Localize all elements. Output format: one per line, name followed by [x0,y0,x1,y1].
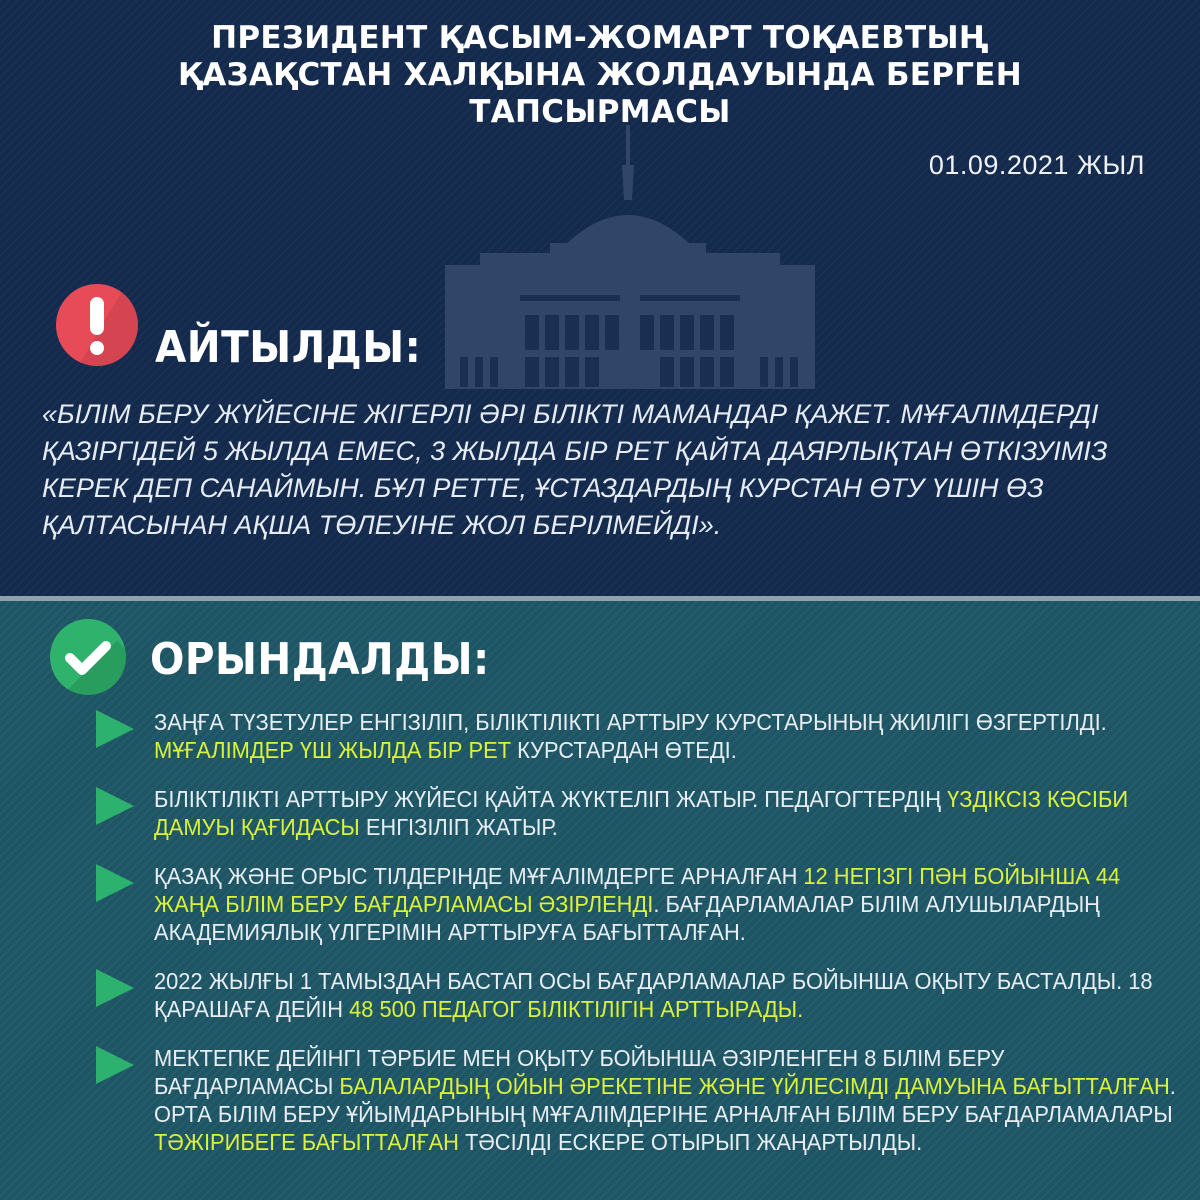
item-text [154,1044,1177,1156]
exclamation-icon [56,284,138,366]
item-segment: МЕКТЕПКЕ ДЕЙІНГІ ТӘРБИЕ МЕН ОҚЫТУ БОЙЫНША ӘЗІРЛЕНГЕН 8 БІЛІМ БЕРУ БАҒДАРЛАМАСЫ [154,1045,1005,1099]
akorda-palace-icon [440,125,820,390]
play-bullet-icon [96,787,134,825]
done-list [96,708,1176,1177]
item-highlight: МҰҒАЛІМДЕР ҮШ ЖЫЛДА БІР РЕТ [154,737,512,763]
item-segment: БІЛІКТІЛІКТІ АРТТЫРУ ЖҮЙЕСІ ҚАЙТА ЖҮКТЕЛІП ЖАТЫР. ПЕДАГОГТЕРДІҢ [154,786,948,812]
list-item [96,967,1176,1023]
item-segment: . БАҒДАРЛАМАЛАР БІЛІМ АЛУШЫЛАРДЫҢ АКАДЕМИЯЛЫҚ ҮЛГЕРІМІН АРТТЫРУҒА БАҒЫТТАЛҒАН. [154,891,1100,945]
item-segment: 2022 ЖЫЛҒЫ 1 ТАМЫЗДАН БАСТАП ОСЫ БАҒДАРЛАМАЛАР БОЙЫНША ОҚЫТУ БАСТАЛДЫ. 18 ҚАРАШАҒА ДЕЙІН [154,968,1153,1022]
item-text [154,708,1177,764]
item-text [154,862,1177,946]
item-highlight: ҮЗДІКСІЗ КӘСІБИ ДАМУЫ ҚАҒИДАСЫ [154,786,1129,840]
item-highlight: ТӘЖІРИБЕГЕ БАҒЫТТАЛҒАН [154,1129,459,1155]
play-bullet-icon [96,864,134,902]
said-heading: АЙТЫЛДЫ: [155,322,422,373]
title-line: ТАПСЫРМАСЫ [469,94,731,130]
item-highlight: 12 НЕГІЗГІ ПӘН БОЙЫНША 44 ЖАҢА БІЛІМ БЕРУ БАҒДАРЛАМАСЫ ӘЗІРЛЕНДІ [154,863,1121,917]
list-item [96,862,1176,946]
item-highlight: 48 500 ПЕДАГОГ БІЛІКТІЛІГІН АРТТЫРАДЫ. [349,996,804,1022]
done-heading: ОРЫНДАЛДЫ: [150,634,490,685]
president-quote: «БІЛІМ БЕРУ ЖҮЙЕСІНЕ ЖІГЕРЛІ ӘРІ БІЛІКТІ МАМАНДАР ҚАЖЕТ. МҰҒАЛІМДЕРДІ ҚАЗІРГІДЕЙ 5 ЖЫЛДА ЕМЕС, 3 ЖЫЛДА БІР РЕТ ҚАЙТА ДАЯРЛЫҚТАН ӨТКІЗУІМІЗ КЕРЕК ДЕП САНАЙМЫН. БҰЛ РЕТТЕ, ҰСТАЗДАРДЫҢ КУРСТАН ӨТУ ҮШІН ӨЗ ҚАЛТАСЫНАН АҚША ТӨЛЕУІНЕ ЖОЛ БЕРІЛМЕЙДІ». [42,399,1108,540]
title-line: ПРЕЗИДЕНТ ҚАСЫМ-ЖОМАРТ ТОҚАЕВТЫҢ [211,20,989,56]
list-item [96,1044,1176,1156]
said-section [0,0,1200,596]
item-segment: ТӘСІЛДІ ЕСКЕРЕ ОТЫРЫП ЖАҢАРТЫЛДЫ. [458,1129,923,1155]
item-segment: . ОРТА БІЛІМ БЕРУ ҰЙЫМДАРЫНЫҢ МҰҒАЛІМДЕРІНЕ АРНАЛҒАН БІЛІМ БЕРУ БАҒДАРЛАМАЛАРЫ [154,1073,1176,1127]
item-segment: ҚАЗАҚ ЖӘНЕ ОРЫС ТІЛДЕРІНДЕ МҰҒАЛІМДЕРГЕ АРНАЛҒАН [154,863,804,889]
play-bullet-icon [96,969,134,1007]
page-title [100,20,1100,131]
date-label: 01.09.2021 ЖЫЛ [928,150,1145,180]
item-segment: ЗАҢҒА ТҮЗЕТУЛЕР ЕНГІЗІЛІП, БІЛІКТІЛІКТІ АРТТЫРУ КУРСТАРЫНЫҢ ЖИІЛІГІ ӨЗГЕРТІЛДІ. [154,709,1107,735]
list-item [96,708,1176,764]
item-text [154,785,1177,841]
item-highlight: БАЛАЛАРДЫҢ ОЙЫН ӘРЕКЕТІНЕ ЖӘНЕ ҮЙЛЕСІМДІ ДАМУЫНА БАҒЫТТАЛҒАН [339,1073,1170,1099]
list-item [96,785,1176,841]
play-bullet-icon [96,1046,134,1084]
item-segment: ЕНГІЗІЛІП ЖАТЫР. [359,814,558,840]
checkmark-icon [50,619,126,695]
item-text [154,967,1177,1023]
title-line: ҚАЗАҚСТАН ХАЛҚЫНА ЖОЛДАУЫНДА БЕРГЕН [177,57,1023,93]
item-segment: КУРСТАРДАН ӨТЕДІ. [511,737,737,763]
play-bullet-icon [96,710,134,748]
